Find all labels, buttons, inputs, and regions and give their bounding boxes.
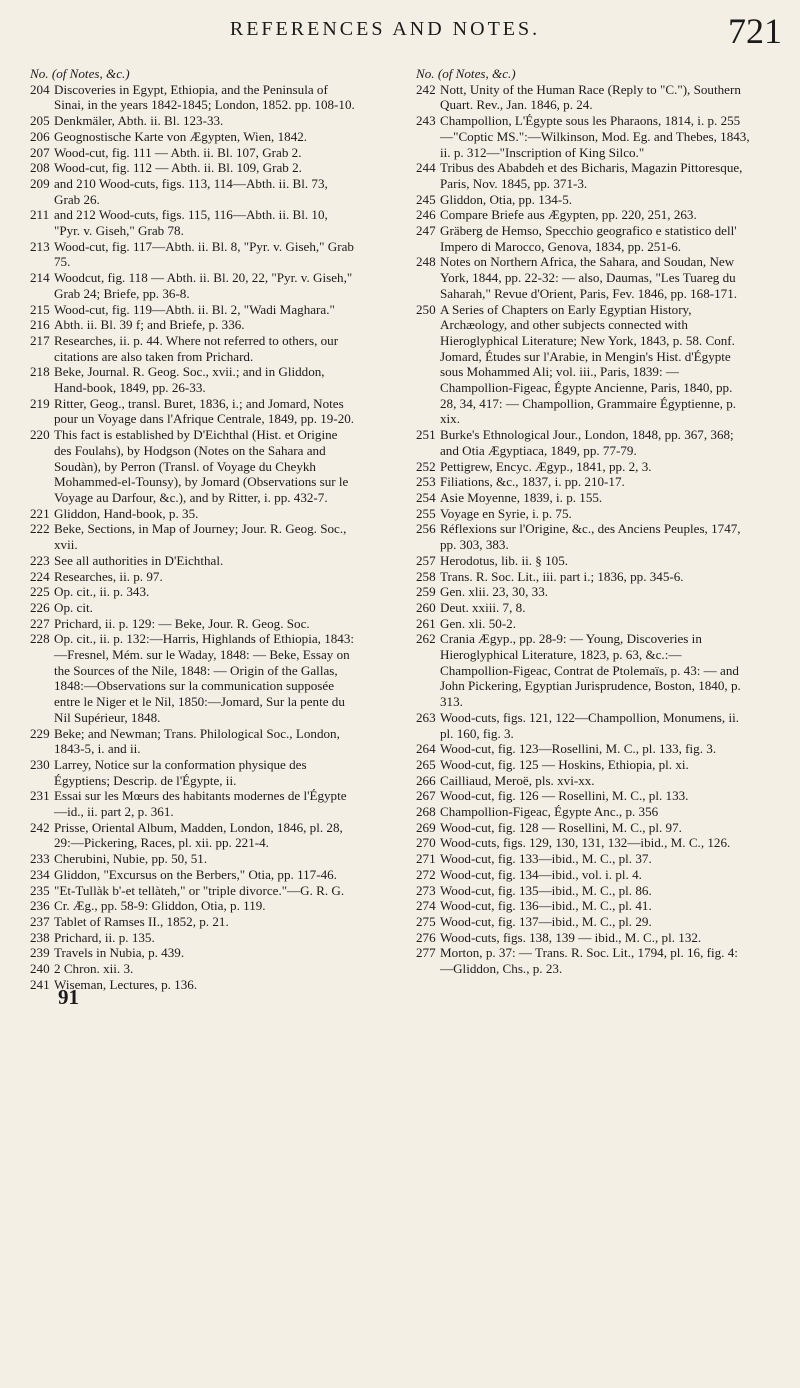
note-entry — [30, 239, 355, 270]
note-number: 271 — [416, 851, 436, 867]
note-number: 241 — [30, 976, 50, 992]
note-entry — [416, 192, 750, 208]
note-number: 256 — [416, 521, 436, 537]
note-entry — [416, 490, 750, 506]
page-number: 721 — [728, 11, 782, 51]
note-number: 207 — [30, 144, 50, 160]
note-entry — [30, 270, 355, 301]
note-text: Pettigrew, Encyc. Ægyp., 1841, pp. 2, 3. — [440, 458, 652, 474]
note-entry — [416, 710, 750, 741]
note-entry — [416, 223, 750, 254]
note-entry — [30, 333, 355, 364]
note-entry — [30, 898, 355, 914]
note-entry — [416, 616, 750, 632]
note-entry — [30, 584, 355, 600]
note-entry — [416, 584, 750, 600]
note-number: 244 — [416, 160, 436, 176]
note-number: 242 — [30, 819, 50, 835]
note-text: Deut. xxiii. 7, 8. — [440, 599, 526, 615]
note-text: and 210 Wood-cuts, figs. 113, 114—Abth. ii. Bl. 73, Grab 26. — [54, 175, 328, 207]
note-text: Wood-cut, fig. 119—Abth. ii. Bl. 2, "Wadi Maghara." — [54, 301, 335, 317]
note-entry — [30, 851, 355, 867]
note-text: Compare Briefe aus Ægypten, pp. 220, 251, 263. — [440, 207, 697, 223]
note-entry — [416, 160, 750, 191]
note-number: 214 — [30, 270, 50, 286]
note-text: A Series of Chapters on Early Egyptian History, Archæology, and other subjects connected with Hieroglyphical Literature; New York, 1843, p. 58. Conf. Jomard, Études sur l'Arabie, in Mengin's Hist. d'Égypte sous Mohammed Ali; vol. iii., Paris, 1839: — Champollion-Figeac, Égypte Ancienne, Paris, 1840, pp. 28, 34, 417: — Champollion, Grammaire Égyptienne, p. xix. — [440, 301, 737, 427]
note-number: 257 — [416, 552, 436, 568]
note-entry — [30, 600, 355, 616]
note-text: See all authorities in D'Eichthal. — [54, 552, 224, 568]
note-text: Op. cit. — [54, 599, 93, 615]
note-number: 208 — [30, 160, 50, 176]
note-text: Champollion, L'Égypte sous les Pharaons, 1814, i. p. 255—"Coptic MS.":—Wilkinson, Mod. Eg. and Thebes, 1843, ii. p. 312—"Inscription of King Silco." — [440, 113, 750, 160]
note-number: 236 — [30, 898, 50, 914]
note-entry — [30, 160, 355, 176]
note-entry — [30, 176, 355, 207]
note-text: Asie Moyenne, 1839, i. p. 155. — [440, 489, 603, 505]
note-text: Nott, Unity of the Human Race (Reply to "C."), Southern Quart. Rev., Jan. 1846, p. 24. — [440, 81, 741, 113]
note-number: 224 — [30, 568, 50, 584]
note-entry — [30, 631, 355, 725]
note-number: 258 — [416, 568, 436, 584]
note-number: 262 — [416, 631, 436, 647]
note-entry — [30, 883, 355, 899]
note-number: 272 — [416, 866, 436, 882]
note-number: 219 — [30, 395, 50, 411]
note-entry — [416, 867, 750, 883]
note-entry — [30, 129, 355, 145]
note-text: Abth. ii. Bl. 39 f; and Briefe, p. 336. — [54, 317, 245, 333]
note-text: Wood-cuts, figs. 121, 122—Champollion, Monumens, ii. pl. 160, fig. 3. — [440, 709, 740, 741]
note-entry — [416, 914, 750, 930]
note-number: 253 — [416, 474, 436, 490]
note-number: 242 — [416, 81, 436, 97]
note-text: Crania Ægyp., pp. 28-9: — Young, Discoveries in Hieroglyphical Literature, 1823, p. 63, &c.:—Champollion-Figeac, Contrat de Ptolemaïs, p. 43: — and John Pickering, Egyptian Jurisprudence, Boston, 1840, p. 313. — [440, 631, 741, 710]
note-text: Gliddon, Hand-book, p. 35. — [54, 505, 199, 521]
note-number: 211 — [30, 207, 50, 223]
note-text: Wood-cut, fig. 125 — Hoskins, Ethiopia, pl. xi. — [440, 756, 689, 772]
note-entry — [30, 726, 355, 757]
note-entry — [416, 207, 750, 223]
left-column-heading: No. (of Notes, &c.) — [30, 66, 130, 81]
note-number: 247 — [416, 223, 436, 239]
note-text: "Et-Tullàk b'-et tellàteh," or "triple divorce."—G. R. G. — [54, 882, 345, 898]
right-column-heading: No. (of Notes, &c.) — [416, 66, 516, 81]
note-number: 243 — [416, 113, 436, 129]
note-entry — [416, 741, 750, 757]
note-number: 270 — [416, 835, 436, 851]
note-text: Cr. Æg., pp. 58-9: Gliddon, Otia, p. 119. — [54, 898, 266, 914]
note-entry — [30, 506, 355, 522]
note-number: 254 — [416, 489, 436, 505]
note-entry — [416, 254, 750, 301]
note-number: 217 — [30, 332, 50, 348]
note-entry — [416, 804, 750, 820]
note-number: 216 — [30, 317, 50, 333]
note-text: Voyage en Syrie, i. p. 75. — [440, 505, 572, 521]
page-header — [0, 4, 800, 54]
note-text: Wood-cuts, figs. 138, 139 — ibid., M. C., pl. 132. — [440, 929, 702, 945]
note-number: 228 — [30, 631, 50, 647]
note-text: Cailliaud, Meroë, pls. xvi-xx. — [440, 772, 595, 788]
note-text: Discoveries in Egypt, Ethiopia, and the Peninsula of Sinai, in the years 1842-1845; London, 1852. pp. 108-10. — [54, 81, 355, 113]
note-entry — [30, 914, 355, 930]
note-number: 225 — [30, 584, 50, 600]
note-entry — [30, 427, 355, 506]
note-entry — [416, 851, 750, 867]
note-entry — [30, 207, 355, 238]
note-text: Wood-cut, fig. 135—ibid., M. C., pl. 86. — [440, 882, 652, 898]
note-entry — [416, 474, 750, 490]
note-number: 206 — [30, 128, 50, 144]
note-number: 213 — [30, 238, 50, 254]
note-text: Gen. xli. 50-2. — [440, 615, 517, 631]
note-entry — [30, 961, 355, 977]
note-number: 274 — [416, 898, 436, 914]
note-number: 268 — [416, 804, 436, 820]
note-text: Champollion-Figeac, Égypte Anc., p. 356 — [440, 804, 659, 820]
note-text: Travels in Nubia, p. 439. — [54, 945, 185, 961]
note-number: 233 — [30, 851, 50, 867]
note-text: Gräberg de Hemso, Specchio geografico e statistico dell' Impero di Marocco, Genova, 1834, pp. 251-6. — [440, 223, 737, 254]
note-number: 252 — [416, 458, 436, 474]
note-text: Wood-cut, fig. 123—Rosellini, M. C., pl. 133, fig. 3. — [440, 741, 717, 757]
note-text: Beke, Journal. R. Geog. Soc., xvii.; and in Gliddon, Hand-book, 1849, pp. 26-33. — [54, 364, 325, 396]
note-entry — [416, 82, 750, 113]
note-text: Researches, ii. p. 97. — [54, 568, 163, 584]
note-text: and 212 Wood-cuts, figs. 115, 116—Abth. ii. Bl. 10, "Pyr. v. Giseh," Grab 78. — [54, 207, 328, 239]
note-text: Trans. R. Soc. Lit., iii. part i.; 1836, pp. 345-6. — [440, 568, 684, 584]
note-entry — [416, 757, 750, 773]
note-entry — [30, 364, 355, 395]
note-text: Prichard, ii. p. 129: — Beke, Jour. R. Geog. Soc. — [54, 615, 310, 631]
note-text: Wood-cut, fig. 112 — Abth. ii. Bl. 109, Grab 2. — [54, 160, 302, 176]
note-text: Denkmäler, Abth. ii. Bl. 123-33. — [54, 113, 224, 129]
note-number: 250 — [416, 301, 436, 317]
note-entry — [416, 930, 750, 946]
note-number: 248 — [416, 254, 436, 270]
note-number: 240 — [30, 961, 50, 977]
note-text: This fact is established by D'Eichthal (Hist. et Origine des Foulahs), by Hodgson (Notes on the Sahara and Soudàn), by Perron (Transl. of Voyage du Cheykh Mohammed-el-Tounsy), by Jomard (Observations sur le Voyage au Darfour, &c.), and by Ritter, i. pp. 432-7. — [54, 427, 349, 505]
note-text: Wood-cut, fig. 111 — Abth. ii. Bl. 107, Grab 2. — [54, 144, 302, 160]
note-text: Prisse, Oriental Album, Madden, London, 1846, pl. 28, 29:—Pickering, Races, pl. xii. pp. 221-4. — [54, 819, 343, 851]
note-number: 263 — [416, 709, 436, 725]
note-text: Larrey, Notice sur la conformation physique des Égyptiens; Descrip. de l'Égypte, ii. — [54, 756, 307, 788]
note-entry — [416, 427, 750, 458]
note-entry — [416, 835, 750, 851]
note-number: 220 — [30, 427, 50, 443]
note-text: Gliddon, Otia, pp. 134-5. — [440, 191, 573, 207]
note-text: Essai sur les Mœurs des habitants modernes de l'Égypte—id., ii. part 2, p. 361. — [54, 788, 347, 820]
note-number: 221 — [30, 505, 50, 521]
note-entry — [30, 553, 355, 569]
note-number: 231 — [30, 788, 50, 804]
note-text: Researches, ii. p. 44. Where not referred to others, our citations are also taken from Prichard. — [54, 332, 339, 364]
note-text: Morton, p. 37: — Trans. R. Soc. Lit., 1794, pl. 16, fig. 4:—Gliddon, Chs., p. 23. — [440, 945, 738, 977]
signature-mark: 91 — [58, 985, 79, 1010]
note-number: 277 — [416, 945, 436, 961]
note-number: 235 — [30, 882, 50, 898]
note-entry — [416, 302, 750, 428]
note-number: 269 — [416, 819, 436, 835]
note-text: Herodotus, lib. ii. § 105. — [440, 552, 569, 568]
note-text: Wood-cuts, figs. 129, 130, 131, 132—ibid., M. C., 126. — [440, 835, 731, 851]
note-text: Wood-cut, fig. 134—ibid., vol. i. pl. 4. — [440, 866, 642, 882]
note-text: Op. cit., ii. p. 132:—Harris, Highlands of Ethiopia, 1843:—Fresnel, Mém. sur le Waday, 1848: — Beke, Essay on the Sources of the Nile, 1848: — Origin of the Gallas, 1848:—Observations sur la communication supposée entre le Niger et le Nil, 1850:—Jomard, Sur la pente du Nil Supérieur, 1848. — [54, 631, 355, 725]
note-number: 266 — [416, 772, 436, 788]
note-text: Tribus des Ababdeh et des Bicharis, Magazin Pittoresque, Paris, Nov. 1845, pp. 371-3. — [440, 160, 743, 191]
note-number: 264 — [416, 741, 436, 757]
note-text: Gliddon, "Excursus on the Berbers," Otia, pp. 117-46. — [54, 866, 337, 882]
note-text: Op. cit., ii. p. 343. — [54, 584, 150, 600]
note-entry — [30, 616, 355, 632]
note-text: Beke, Sections, in Map of Journey; Jour. R. Geog. Soc., xvii. — [54, 521, 347, 553]
note-number: 260 — [416, 599, 436, 615]
note-number: 205 — [30, 113, 50, 129]
note-number: 226 — [30, 599, 50, 615]
note-entry — [416, 553, 750, 569]
note-entry — [416, 113, 750, 160]
note-text: Réflexions sur l'Origine, &c., des Anciens Peuples, 1747, pp. 303, 383. — [440, 521, 741, 553]
note-text: Wood-cut, fig. 137—ibid., M. C., pl. 29. — [440, 913, 652, 929]
note-entry — [416, 569, 750, 585]
note-entry — [30, 113, 355, 129]
note-number: 229 — [30, 725, 50, 741]
note-number: 230 — [30, 756, 50, 772]
note-text: Wood-cut, fig. 136—ibid., M. C., pl. 41. — [440, 898, 652, 914]
note-entry — [30, 302, 355, 318]
note-number: 261 — [416, 615, 436, 631]
note-entry — [30, 930, 355, 946]
note-entry — [416, 521, 750, 552]
note-entry — [416, 631, 750, 710]
note-entry — [416, 506, 750, 522]
note-number: 222 — [30, 521, 50, 537]
note-entry — [30, 569, 355, 585]
note-number: 245 — [416, 191, 436, 207]
note-entry — [30, 945, 355, 961]
note-number: 227 — [30, 615, 50, 631]
note-text: Geognostische Karte von Ægypten, Wien, 1842. — [54, 128, 308, 144]
note-text: Wood-cut, fig. 117—Abth. ii. Bl. 8, "Pyr. v. Giseh," Grab 75. — [54, 238, 354, 270]
note-number: 255 — [416, 505, 436, 521]
note-number: 267 — [416, 788, 436, 804]
note-entry — [30, 145, 355, 161]
note-number: 275 — [416, 913, 436, 929]
note-entry — [30, 317, 355, 333]
note-entry — [30, 820, 355, 851]
note-text: Filiations, &c., 1837, i. pp. 210-17. — [440, 474, 625, 490]
note-number: 209 — [30, 175, 50, 191]
note-text: Beke; and Newman; Trans. Philological Soc., London, 1843-5, i. and ii. — [54, 725, 340, 757]
note-text: Wood-cut, fig. 128 — Rosellini, M. C., pl. 97. — [440, 819, 682, 835]
note-number: 223 — [30, 552, 50, 568]
note-text: Wood-cut, fig. 126 — Rosellini, M. C., pl. 133. — [440, 788, 689, 804]
note-entry — [416, 820, 750, 836]
note-number: 251 — [416, 427, 436, 443]
note-entry — [416, 898, 750, 914]
note-text: Wood-cut, fig. 133—ibid., M. C., pl. 37. — [440, 851, 652, 867]
note-text: Prichard, ii. p. 135. — [54, 929, 155, 945]
note-entry — [30, 867, 355, 883]
note-number: 204 — [30, 81, 50, 97]
note-entry — [416, 773, 750, 789]
note-number: 259 — [416, 584, 436, 600]
note-entry — [416, 600, 750, 616]
note-number: 238 — [30, 929, 50, 945]
note-number: 273 — [416, 882, 436, 898]
note-text: Tablet of Ramses II., 1852, p. 21. — [54, 913, 229, 929]
right-column — [416, 66, 750, 977]
note-entry — [30, 788, 355, 819]
note-text: Wiseman, Lectures, p. 136. — [54, 976, 198, 992]
note-number: 265 — [416, 756, 436, 772]
note-entry — [416, 788, 750, 804]
note-text: Ritter, Geog., transl. Buret, 1836, i.; and Jomard, Notes pour un Voyage dans l'Afrique Centrale, 1849, pp. 19-20. — [54, 395, 355, 427]
note-text: 2 Chron. xii. 3. — [54, 961, 134, 977]
note-number: 276 — [416, 929, 436, 945]
note-entry — [30, 82, 355, 113]
note-entry — [416, 883, 750, 899]
note-text: Woodcut, fig. 118 — Abth. ii. Bl. 20, 22, "Pyr. v. Giseh," Grab 24; Briefe, pp. 36-8. — [54, 270, 353, 301]
note-entry — [416, 459, 750, 475]
left-column — [30, 66, 355, 1010]
note-entry — [30, 396, 355, 427]
note-number: 234 — [30, 866, 50, 882]
note-number: 215 — [30, 301, 50, 317]
note-text: Cherubini, Nubie, pp. 50, 51. — [54, 851, 208, 867]
note-number: 218 — [30, 364, 50, 380]
note-entry — [416, 945, 750, 976]
note-text: Burke's Ethnological Jour., London, 1848, pp. 367, 368; and Otia Ægyptiaca, 1849, pp. 77-79. — [440, 427, 734, 458]
note-number: 239 — [30, 945, 50, 961]
note-entry — [30, 521, 355, 552]
note-text: Gen. xlii. 23, 30, 33. — [440, 584, 549, 600]
note-number: 246 — [416, 207, 436, 223]
note-entry — [30, 757, 355, 788]
note-number: 237 — [30, 913, 50, 929]
running-head: REFERENCES AND NOTES. — [229, 18, 541, 40]
note-text: Notes on Northern Africa, the Sahara, and Soudan, New York, 1844, pp. 22-32: — also, Daumas, "Les Tuareg du Saharah," Revue d'Orient, Paris, Fev. 1846, pp. 168-171. — [440, 254, 738, 301]
